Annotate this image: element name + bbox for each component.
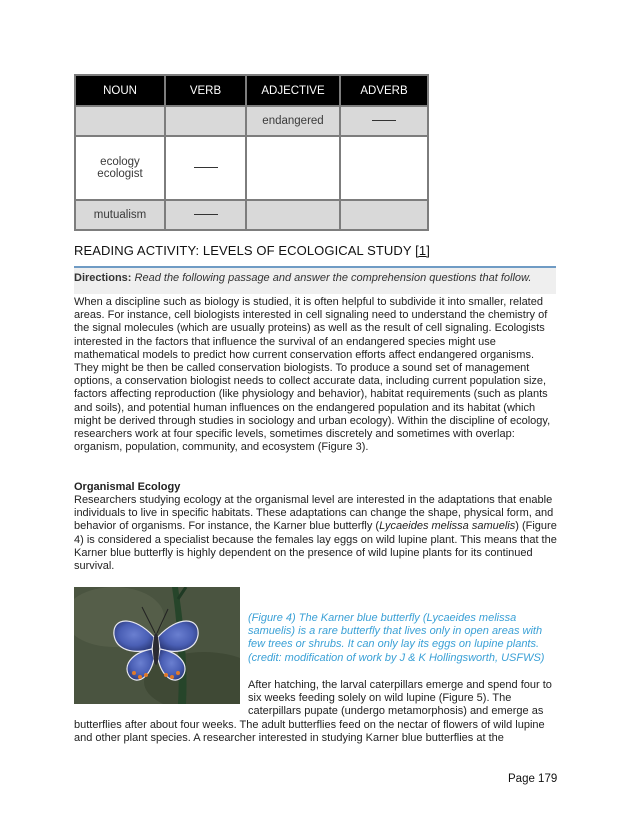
header-adverb: ADVERB [340, 75, 428, 106]
cell-verb [165, 200, 246, 230]
paragraph-intro: When a discipline such as biology is studied, it is often helpful to subdivide it into smaller, related areas. For instance, cell biologists interested in cell signaling need to understand the chemistry of the signal molecules (which are usually proteins) as well as the result of cell signaling. Ecologists interested in the factors that influence the survival of an endangered species might use mathematical models to predict how current conservation efforts affect endangered organisms. They might be then be called conservation biologists. To produce a sound set of management options, a conservation biologist needs to collect accurate data, including current population size, factors affecting reproduction (like physiology and behavior), habitat requirements (such as plants and soils), and potential human influences on the endangered population and its habitat (which might be derived through studies in sociology and urban ecology). Within the discipline of ecology, researchers work at four specific levels, sometimes discretely and sometimes with overlap: organism, population, community, and ecosystem (Figure 3). [74, 296, 551, 454]
paragraph-caterpillars: After hatching, the larval caterpillars emerge and spend four to six weeks feeding solely on wild lupine (Figure 5). The caterpillars pupate (undergo metamorphosis) and emerge as [248, 679, 552, 718]
paragraph-text: Researchers studying ecology at the organismal level are interested in the adaptations that enable individuals to live in specific habitats. These adaptations can change the shape, physical form, and behavior of organisms. For instance, the Karner blue butterfly ( [74, 494, 554, 533]
section-title-text: READING ACTIVITY: LEVELS OF ECOLOGICAL STUDY [74, 243, 412, 258]
cell-adverb [340, 136, 428, 200]
cell-adverb [340, 200, 428, 230]
cell-verb [165, 106, 246, 136]
cell-adverb [340, 106, 428, 136]
paragraph-organismal [74, 494, 558, 573]
paragraph-text: ) (Figure 4) is considered a specialist because the females lay eggs on wild lupine plant. This means that the Karner blue butterfly is highly dependent on the presence of wild lupine plants for its continued survival. [74, 520, 557, 573]
section-title [74, 243, 430, 258]
heading-organismal-ecology: Organismal Ecology [74, 481, 181, 493]
cell-adjective [246, 200, 340, 230]
species-name: Lycaeides melissa samuelis [379, 520, 516, 533]
answer-blank [194, 214, 218, 215]
butterfly-photo [74, 587, 240, 704]
header-noun: NOUN [75, 75, 165, 106]
cell-noun [75, 106, 165, 136]
header-verb: VERB [165, 75, 246, 106]
directions-box [74, 268, 556, 294]
header-adjective: ADJECTIVE [246, 75, 340, 106]
noun-ecologist: ecologist [97, 168, 143, 180]
directions-text: Read the following passage and answer the comprehension questions that follow. [134, 272, 532, 284]
cell-verb [165, 136, 246, 200]
paragraph-adults: butterflies after about four weeks. The adult butterflies feed on the nectar of flowers of wild lupine and other plant species. A researcher interested in studying Karner blue butterflies at the [74, 719, 545, 745]
table-row [75, 136, 428, 200]
butterfly-illustration [74, 587, 240, 704]
table-row [75, 106, 428, 136]
noun-ecology: ecology [100, 156, 140, 168]
footnote-link[interactable]: [1] [415, 243, 430, 258]
cell-noun [75, 136, 165, 200]
answer-blank [372, 120, 396, 121]
word-forms-table [74, 74, 429, 231]
page-number: Page 179 [508, 773, 558, 785]
cell-noun: mutualism [75, 200, 165, 230]
answer-blank [194, 167, 218, 168]
cell-adjective: endangered [246, 106, 340, 136]
directions-label: Directions: [74, 272, 132, 284]
figure-caption: (Figure 4) The Karner blue butterfly (Lycaeides melissa samuelis) is a rare butterfly that lives only in open areas with few trees or shrubs. It can only lay its eggs on lupine plants. (credit: modification of work by J & K Hollingsworth, USFWS) [248, 612, 545, 664]
cell-adjective [246, 136, 340, 200]
table-row [75, 200, 428, 230]
table-header-row [75, 75, 428, 106]
